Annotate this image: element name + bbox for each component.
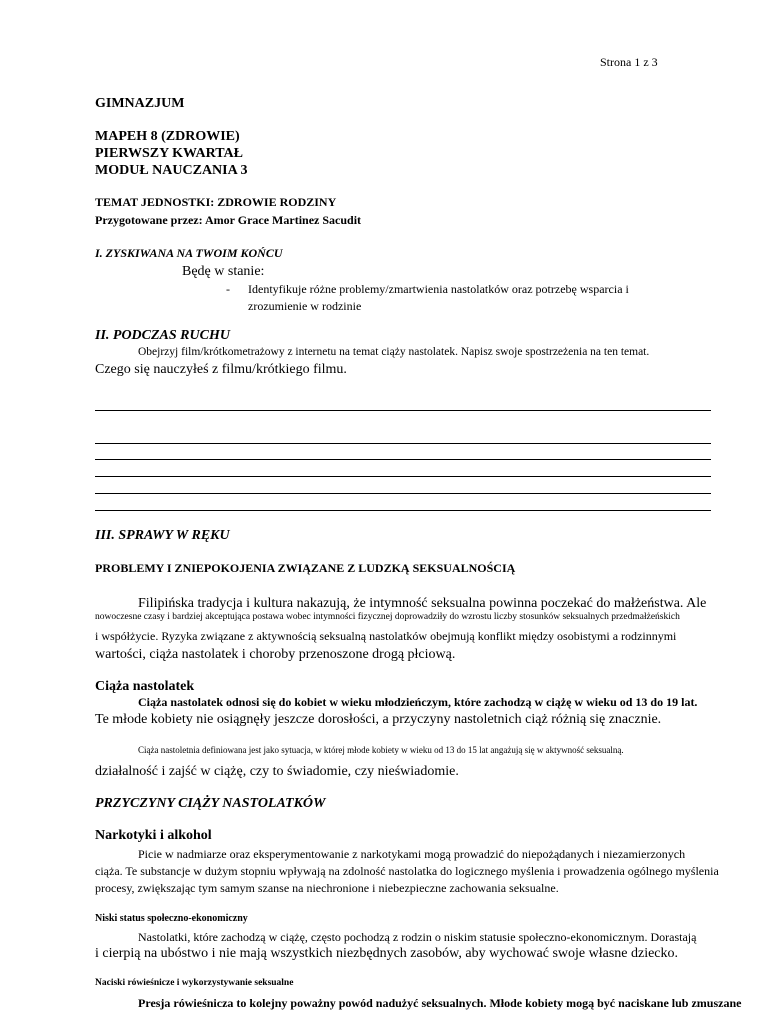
- bullet-dash: -: [226, 282, 230, 296]
- paragraph-line: działalność i zajść w ciążę, czy to świadomie, czy nieświadomie.: [95, 764, 459, 779]
- section1-heading: I. ZYSKIWANA NA TWOIM KOŃCU: [95, 246, 283, 260]
- teen-pregnancy-definition: Ciąża nastolatek odnosi się do kobiet w wieku młodzieńczym, które zachodzą w ciążę w wieku od 13 do 19 lat.: [138, 695, 698, 709]
- module-label: MODUŁ NAUCZANIA 3: [95, 163, 248, 178]
- paragraph-line: nowoczesne czasy i bardziej akceptująca postawa wobec intymności fizycznej doprowadziły do wzrostu liczby stosunków seksualnych przedmałżeńskich: [95, 612, 680, 622]
- ses-heading: Niski status społeczno-ekonomiczny: [95, 913, 248, 924]
- subject-label: MAPEH 8 (ZDROWIE): [95, 129, 240, 144]
- paragraph-line: i cierpią na ubóstwo i nie mają wszystkich niezbędnych zasobów, aby wychować swoje własne dziecko.: [95, 946, 679, 961]
- prepared-by: Przygotowane przez: Amor Grace Martinez Sacudit: [95, 213, 362, 227]
- answer-line-4: [95, 476, 711, 477]
- paragraph-line: Filipińska tradycja i kultura nakazują, że intymność seksualna powinna poczekać do małżeństwa. Ale: [138, 596, 707, 611]
- answer-line-2: [95, 443, 711, 444]
- section2-instruction: Obejrzyj film/krótkometrażowy z internetu na temat ciąży nastolatek. Napisz swoje spostrzeżenia na ten temat.: [138, 346, 650, 358]
- drugs-heading: Narkotyki i alkohol: [95, 828, 212, 843]
- section2-question: Czego się nauczyłeś z filmu/krótkiego filmu.: [95, 362, 347, 377]
- section1-intro: Będę w stanie:: [182, 264, 265, 279]
- teen-pregnancy-heading: Ciąża nastolatek: [95, 679, 195, 694]
- peer-heading: Naciski rówieśnicze i wykorzystywanie seksualne: [95, 978, 294, 988]
- paragraph-line: Ciąża nastoletnia definiowana jest jako sytuacja, w której młode kobiety w wieku od 13 do 15 lat angażują się w aktywność seksualną.: [138, 745, 624, 755]
- answer-line-3: [95, 459, 711, 460]
- section3-subheading: PROBLEMY I ZNIEPOKOJENIA ZWIĄZANE Z LUDZKĄ SEKSUALNOŚCIĄ: [95, 561, 516, 575]
- paragraph-line: procesy, zwiększając tym samym szanse na niechronione i niebezpieczne zachowania seksualne.: [95, 881, 559, 895]
- paragraph-line: Te młode kobiety nie osiągnęły jeszcze dorosłości, a przyczyny nastoletnich ciąż różnią się znacznie.: [95, 712, 662, 727]
- paragraph-line: Nastolatki, które zachodzą w ciążę, często pochodzą z rodzin o niskim statusie społeczno-ekonomicznym. Dorastają: [138, 930, 697, 944]
- quarter-label: PIERWSZY KWARTAŁ: [95, 146, 243, 161]
- paragraph-line: ciąża. Te substancje w dużym stopniu wpływają na zdolność nastolatka do logicznego myślenia i prowadzenia ogólnego myślenia: [95, 864, 719, 878]
- causes-heading: PRZYCZYNY CIĄŻY NASTOLATKÓW: [95, 796, 326, 811]
- section3-heading: III. SPRAWY W RĘKU: [95, 528, 230, 543]
- objective-line-1: Identyfikuje różne problemy/zmartwienia nastolatków oraz potrzebę wsparcia i: [248, 282, 629, 296]
- answer-line-5: [95, 493, 711, 494]
- answer-line-1: [95, 410, 711, 411]
- paragraph-line: Picie w nadmiarze oraz eksperymentowanie z narkotykami mogą prowadzić do niepożądanych i niezamierzonych: [138, 847, 686, 861]
- paragraph-line: i współżycie. Ryzyka związane z aktywnością seksualną nastolatków obejmują konflikt między osobistymi a rodzinnymi: [95, 629, 677, 643]
- unit-topic: TEMAT JEDNOSTKI: ZDROWIE RODZINY: [95, 195, 337, 209]
- paragraph-line: wartości, ciąża nastolatek i choroby przenoszone drogą płciową.: [95, 647, 456, 662]
- section2-heading: II. PODCZAS RUCHU: [95, 328, 230, 343]
- page-number: Strona 1 z 3: [600, 55, 658, 69]
- paragraph-line: Presja rówieśnicza to kolejny poważny powód nadużyć seksualnych. Młode kobiety mogą być naciskane lub zmuszane: [138, 996, 742, 1010]
- objective-line-2: zrozumienie w rodzinie: [248, 299, 362, 313]
- school-label: GIMNAZJUM: [95, 96, 185, 111]
- answer-line-6: [95, 510, 711, 511]
